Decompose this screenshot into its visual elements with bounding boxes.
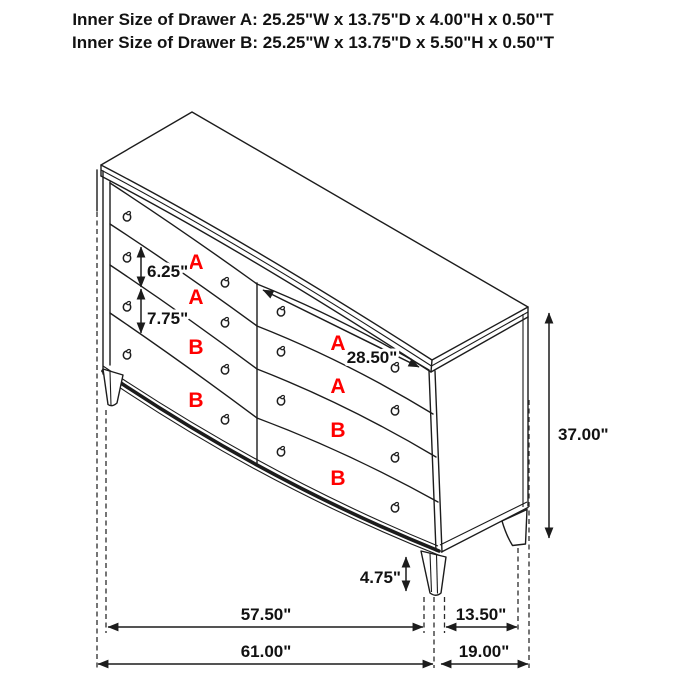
drawer-label: A xyxy=(330,375,346,398)
back-right-leg xyxy=(502,510,527,546)
dim-overall-height xyxy=(549,313,609,538)
dresser-drawing xyxy=(97,112,528,595)
dim-side-leg-span xyxy=(446,605,517,627)
drawer-knob xyxy=(221,317,229,327)
drawer-knob xyxy=(391,502,399,512)
drawer-label: A xyxy=(330,332,346,355)
drawer-letter-labels xyxy=(188,251,345,490)
drawer-knob xyxy=(391,452,399,462)
drawer-label: A xyxy=(188,286,204,309)
dimension-label: 4.75" xyxy=(359,568,401,587)
drawer-knob xyxy=(221,277,229,287)
drawer-label: B xyxy=(188,389,204,412)
drawer-knob xyxy=(277,346,285,356)
dimension-label: 37.00" xyxy=(558,425,609,444)
front-right-leg xyxy=(421,551,446,595)
dimension-label: 19.00" xyxy=(458,642,510,661)
dim-drawer-a-height xyxy=(141,247,188,287)
dimension-label: 13.50" xyxy=(455,605,507,624)
dim-drawer-width xyxy=(263,290,419,367)
drawer-line xyxy=(257,418,438,502)
spec-line-drawer-b: Inner Size of Drawer B: 25.25"W x 13.75"D x 5.50"H x 0.50"T xyxy=(71,33,555,52)
dimension-label: 61.00" xyxy=(240,642,292,661)
drawer-knob xyxy=(277,395,285,405)
drawer-knob xyxy=(123,211,131,221)
dresser-top xyxy=(101,112,528,372)
drawer-label: B xyxy=(330,419,346,442)
front-right-post-inner xyxy=(429,371,436,551)
spec-line-drawer-a: Inner Size of Drawer A: 25.25"W x 13.75"D x 4.00"H x 0.50"T xyxy=(72,10,554,29)
dim-overall-width xyxy=(98,642,433,664)
drawer-knob xyxy=(277,446,285,456)
dimension-label: 28.50" xyxy=(346,348,398,367)
front-left-leg xyxy=(103,369,123,406)
legs xyxy=(103,369,527,595)
drawer-knob xyxy=(391,405,399,415)
header xyxy=(72,10,555,52)
drawer-knob xyxy=(277,306,285,316)
drawer-knob xyxy=(123,301,131,311)
drawer-label: A xyxy=(188,251,204,274)
drawer-line xyxy=(257,284,429,370)
dimension-label: 57.50" xyxy=(240,605,292,624)
dimension-label: 6.25" xyxy=(147,262,189,281)
dimension-label: 7.75" xyxy=(147,309,189,328)
base-rail xyxy=(103,366,441,556)
drawer-knob xyxy=(123,252,131,262)
dim-drawer-b-height xyxy=(141,289,188,333)
drawer-knob xyxy=(221,364,229,374)
drawer-label: B xyxy=(330,467,346,490)
drawer-line xyxy=(257,369,436,457)
drawer-knob xyxy=(123,349,131,359)
drawer-label: B xyxy=(188,336,204,359)
dim-front-leg-span xyxy=(108,605,423,627)
drawer-line xyxy=(110,313,257,418)
dim-leg-height xyxy=(360,557,406,591)
dim-overall-depth xyxy=(441,642,528,664)
dimension-annotations xyxy=(97,212,609,668)
front-right-post-outer xyxy=(435,371,442,552)
drawer-knob xyxy=(221,414,229,424)
